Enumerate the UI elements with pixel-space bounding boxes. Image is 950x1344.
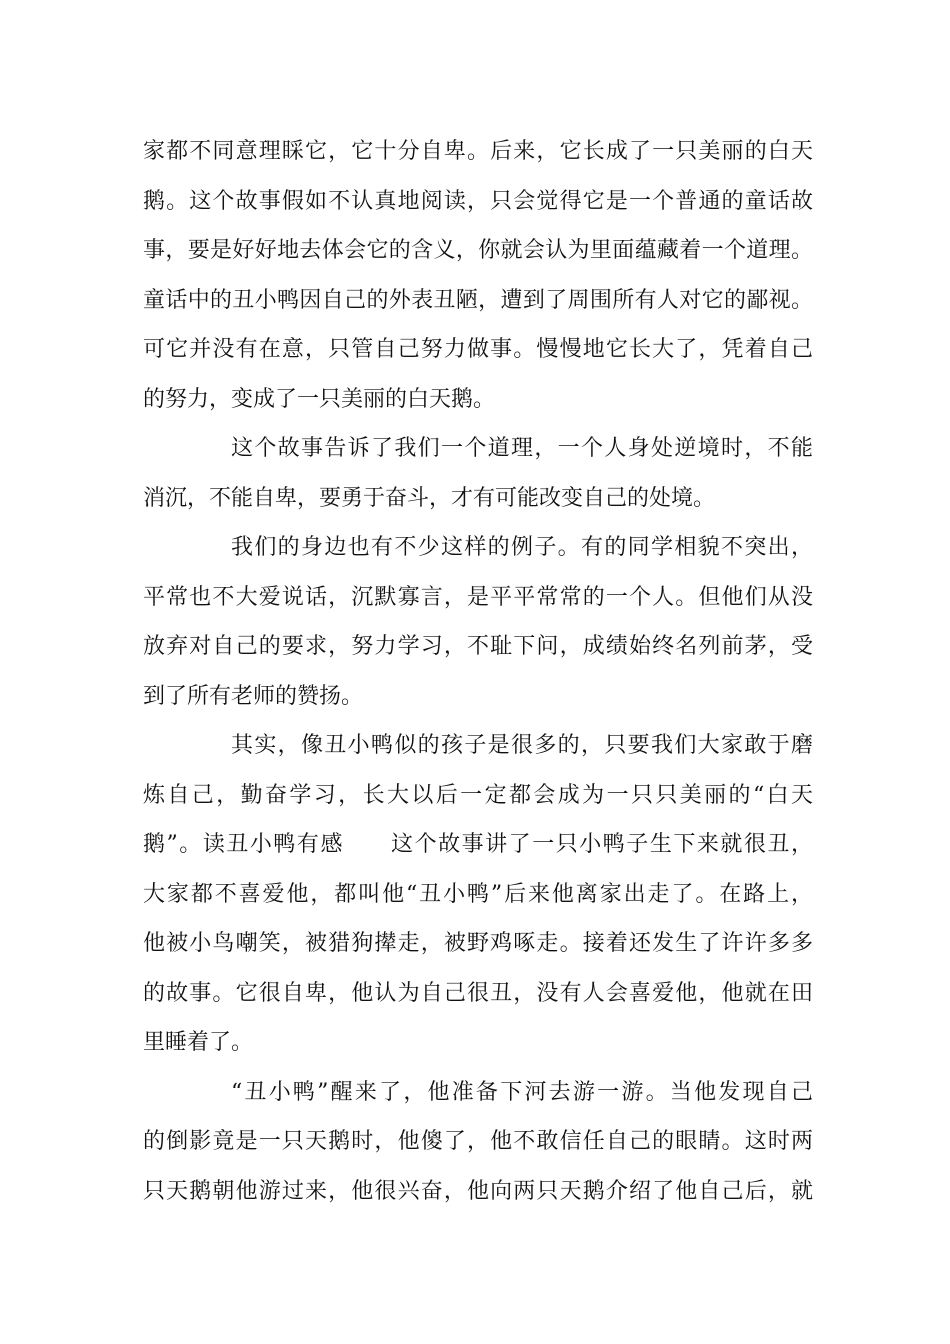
text-line: 里睡着了。	[143, 1030, 254, 1055]
paragraph-first-line: 我们的身边也有不少这样的例子。有的同学相貌不突出，	[231, 535, 813, 560]
text-line: 到了所有老师的赞扬。	[143, 683, 364, 709]
text-line: 只天鹅朝他游过来，他很兴奋，他向两只天鹅介绍了他自己后，就	[143, 1178, 813, 1204]
text-line: 鹅。这个故事假如不认真地阅读，只会觉得它是一个普通的童话故	[143, 188, 813, 214]
text-line: 的努力，变成了一只美丽的白天鹅。	[143, 386, 496, 412]
paragraph-first-line: 这个故事告诉了我们一个道理，一个人身处逆境时，不能	[231, 436, 813, 461]
text-line: 的倒影竟是一只天鹅时，他傻了，他不敢信任自己的眼睛。这时两	[143, 1129, 813, 1154]
text-line: 炼自己，勤奋学习，长大以后一定都会成为一只只美丽的“白天	[143, 782, 813, 808]
text-line: 的故事。它很自卑，他认为自己很丑，没有人会喜爱他，他就在田	[143, 980, 813, 1006]
text-line: 可它并没有在意，只管自己努力做事。慢慢地它长大了，凭着自己	[143, 337, 813, 362]
text-line: 他被小鸟嘲笑，被猎狗撵走，被野鸡啄走。接着还发生了许许多多	[143, 931, 813, 956]
text-line: 家都不同意理睬它，它十分自卑。后来，它长成了一只美丽的白天	[143, 139, 813, 164]
paragraph-first-line: “丑小鸭”醒来了，他准备下河去游一游。当他发现自己	[231, 1079, 813, 1105]
text-line: 消沉，不能自卑，要勇于奋斗，才有可能改变自己的处境。	[143, 485, 716, 511]
text-line: 大家都不喜爱他，都叫他“丑小鸭”后来他离家出走了。在路上，	[143, 881, 813, 907]
text-line: 平常也不大爱说话，沉默寡言，是平平常常的一个人。但他们从没	[143, 584, 813, 610]
text-line: 事，要是好好地去体会它的含义，你就会认为里面蕴藏着一个道理。	[143, 238, 813, 263]
text-line: 放弃对自己的要求，努力学习，不耻下问，成绩始终名列前茅，受	[143, 634, 813, 659]
paragraph-first-line: 其实，像丑小鸭似的孩子是很多的，只要我们大家敢于磨	[231, 733, 813, 758]
text-line: 童话中的丑小鸭因自己的外表丑陋，遭到了周围所有人对它的鄙视。	[143, 287, 813, 313]
text-line: 鹅”。读丑小鸭有感 这个故事讲了一只小鸭子生下来就很丑，	[143, 832, 813, 857]
document-body	[143, 127, 813, 1216]
